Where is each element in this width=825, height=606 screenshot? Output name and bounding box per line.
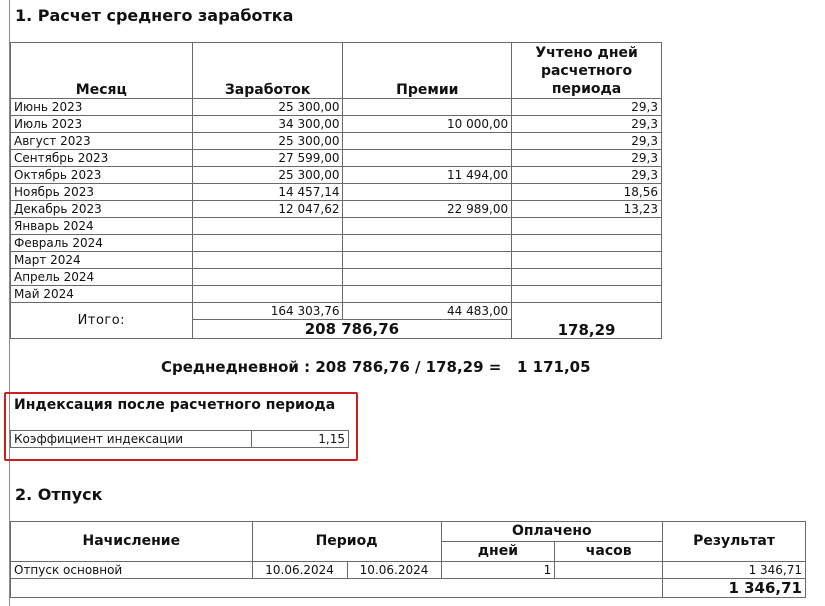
row-month: Июль 2023 xyxy=(11,116,193,133)
table-row xyxy=(11,201,662,218)
period-from: 10.06.2024 xyxy=(252,562,347,579)
col-earnings-header: Заработок xyxy=(192,43,343,99)
row-days: 13,23 xyxy=(512,201,662,218)
row-month: Февраль 2024 xyxy=(11,235,193,252)
row-earnings xyxy=(192,252,343,269)
col-hours-paid-header: часов xyxy=(555,542,663,562)
col-days-paid-header: дней xyxy=(441,542,555,562)
row-month: Август 2023 xyxy=(11,133,193,150)
vacation-total: 1 346,71 xyxy=(663,579,806,598)
row-earnings xyxy=(192,235,343,252)
row-month: Июнь 2023 xyxy=(11,99,193,116)
row-bonus xyxy=(343,252,512,269)
col-period-header: Период xyxy=(252,522,441,562)
table-row xyxy=(11,167,662,184)
row-days: 29,3 xyxy=(512,116,662,133)
table-row xyxy=(11,184,662,201)
row-bonus xyxy=(343,269,512,286)
paid-hours xyxy=(555,562,663,579)
table-row xyxy=(11,133,662,150)
row-earnings: 27 599,00 xyxy=(192,150,343,167)
vacation-table xyxy=(10,521,806,598)
table-row xyxy=(11,218,662,235)
section1-title: 1. Расчет среднего заработка xyxy=(15,6,294,25)
period-to: 10.06.2024 xyxy=(347,562,441,579)
row-earnings: 25 300,00 xyxy=(192,99,343,116)
col-bonus-header: Премии xyxy=(343,43,512,99)
row-month: Май 2024 xyxy=(11,286,193,303)
accrual-name: Отпуск основной xyxy=(11,562,253,579)
row-month: Октябрь 2023 xyxy=(11,167,193,184)
row-month: Март 2024 xyxy=(11,252,193,269)
row-earnings xyxy=(192,218,343,235)
row-month: Сентябрь 2023 xyxy=(11,150,193,167)
row-bonus xyxy=(343,150,512,167)
indexation-title: Индексация после расчетного периода xyxy=(14,397,336,413)
total-days: 178,29 xyxy=(512,303,662,339)
row-bonus: 11 494,00 xyxy=(343,167,512,184)
row-earnings: 25 300,00 xyxy=(192,167,343,184)
average-daily-formula: Среднедневной : 208 786,76 / 178,29 = 1 171,05 xyxy=(161,358,591,376)
indexation-value: 1,15 xyxy=(252,431,349,448)
row-earnings: 14 457,14 xyxy=(192,184,343,201)
table-row xyxy=(11,235,662,252)
table-row xyxy=(11,562,806,579)
row-days xyxy=(512,286,662,303)
row-bonus xyxy=(343,218,512,235)
col-accrual-header: Начисление xyxy=(11,522,253,562)
row-earnings: 25 300,00 xyxy=(192,133,343,150)
indexation-label: Коэффициент индексации xyxy=(11,431,252,448)
col-result-header: Результат xyxy=(663,522,806,562)
total-spacer xyxy=(11,579,663,598)
row-earnings: 12 047,62 xyxy=(192,201,343,218)
table-row xyxy=(11,252,662,269)
row-bonus xyxy=(343,286,512,303)
earnings-table xyxy=(10,42,662,339)
row-bonus: 22 989,00 xyxy=(343,201,512,218)
row-bonus xyxy=(343,133,512,150)
total-earnings: 164 303,76 xyxy=(192,303,343,320)
row-bonus: 10 000,00 xyxy=(343,116,512,133)
col-paid-header: Оплачено xyxy=(441,522,663,542)
indexation-table xyxy=(10,430,349,448)
row-days: 29,3 xyxy=(512,167,662,184)
col-month-header: Месяц xyxy=(11,43,193,99)
total-sum: 208 786,76 xyxy=(192,320,511,339)
table-row xyxy=(11,269,662,286)
row-days xyxy=(512,269,662,286)
row-days: 29,3 xyxy=(512,99,662,116)
row-earnings xyxy=(192,286,343,303)
row-days xyxy=(512,218,662,235)
row-month: Январь 2024 xyxy=(11,218,193,235)
row-days xyxy=(512,235,662,252)
row-month: Ноябрь 2023 xyxy=(11,184,193,201)
row-days: 29,3 xyxy=(512,133,662,150)
row-month: Декабрь 2023 xyxy=(11,201,193,218)
row-earnings xyxy=(192,269,343,286)
table-row xyxy=(11,99,662,116)
table-row xyxy=(11,286,662,303)
table-row xyxy=(11,116,662,133)
row-days: 29,3 xyxy=(512,150,662,167)
row-bonus xyxy=(343,99,512,116)
table-row xyxy=(11,150,662,167)
section2-title: 2. Отпуск xyxy=(15,485,103,504)
row-days: 18,56 xyxy=(512,184,662,201)
row-bonus xyxy=(343,235,512,252)
total-bonus: 44 483,00 xyxy=(343,303,512,320)
col-days-header: Учтено дней расчетного периода xyxy=(512,43,662,99)
row-days xyxy=(512,252,662,269)
total-label: Итого: xyxy=(11,303,193,339)
row-bonus xyxy=(343,184,512,201)
accrual-result: 1 346,71 xyxy=(663,562,806,579)
row-month: Апрель 2024 xyxy=(11,269,193,286)
paid-days: 1 xyxy=(441,562,555,579)
row-earnings: 34 300,00 xyxy=(192,116,343,133)
